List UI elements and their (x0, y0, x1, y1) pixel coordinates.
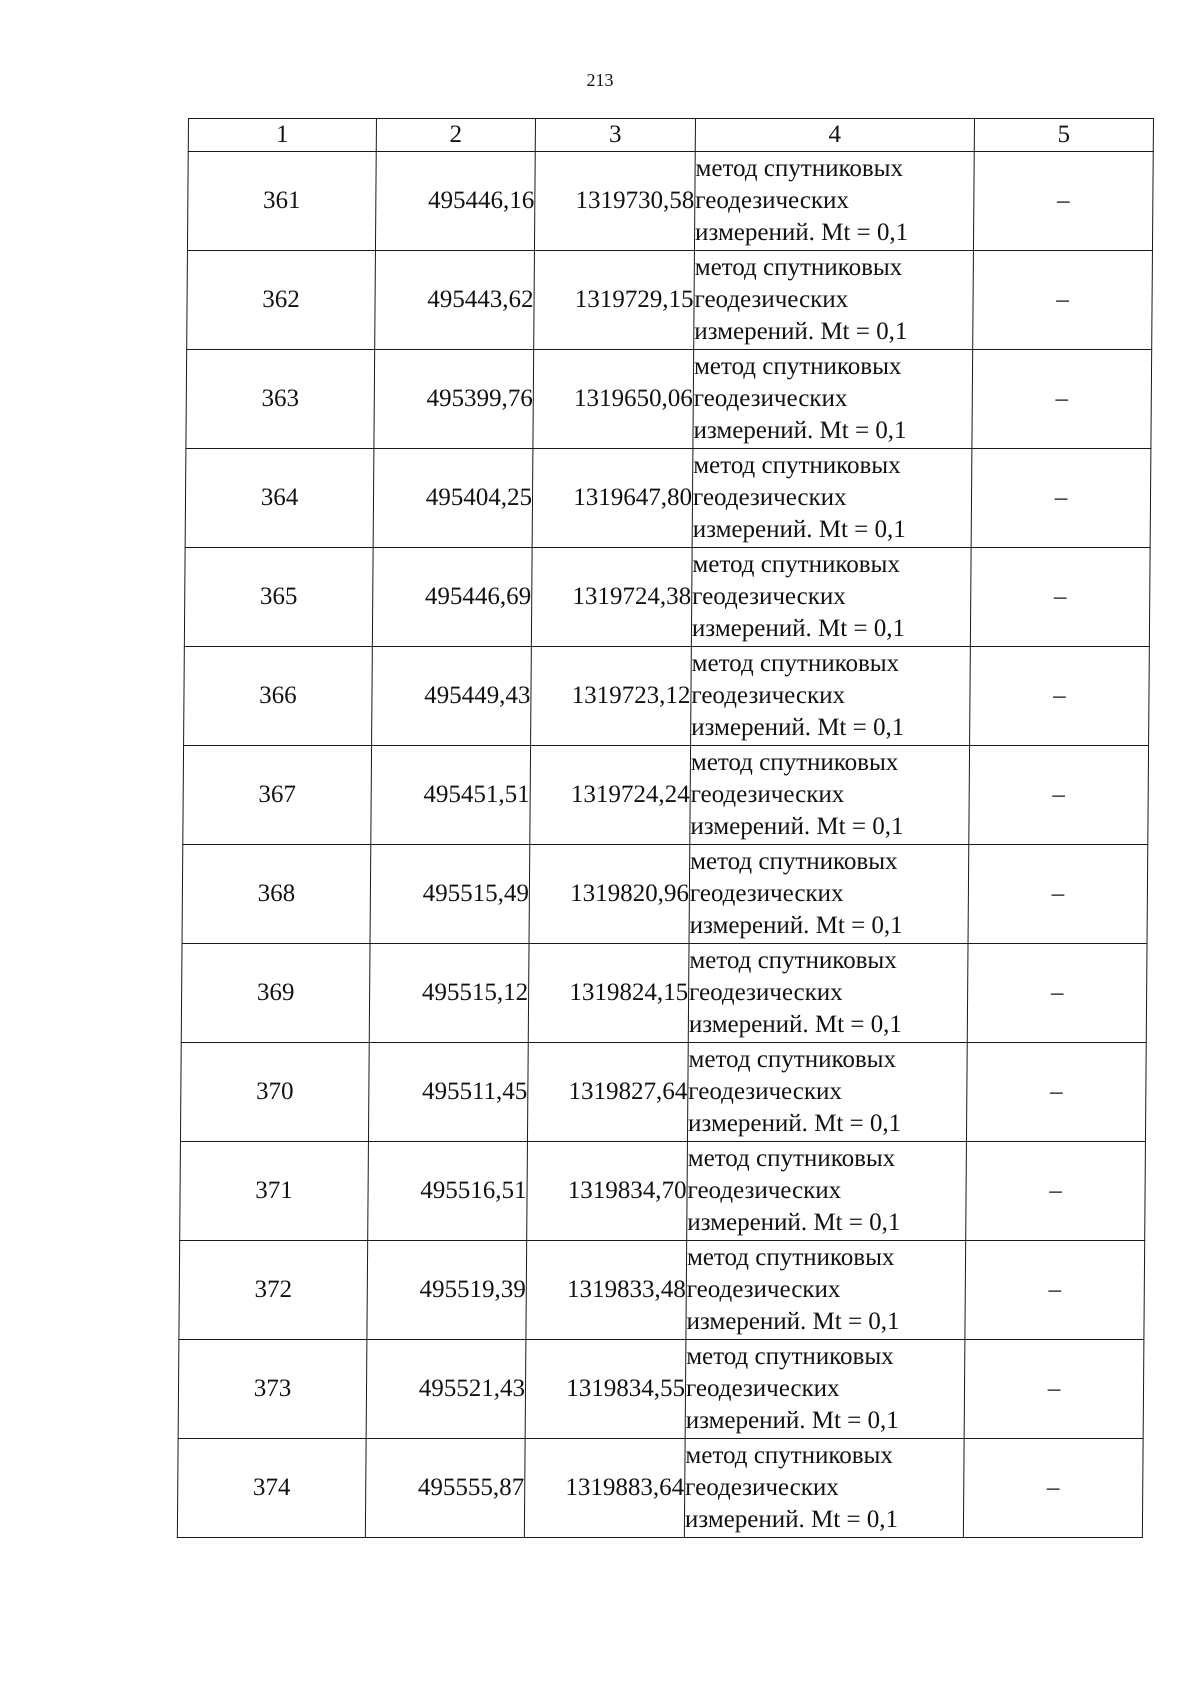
method-text-line: геодезических (689, 880, 844, 907)
method-text-line: геодезических (694, 286, 849, 313)
method-cell (688, 944, 968, 1043)
page-number: 213 (586, 70, 614, 90)
method-text-line: геодезических (692, 484, 847, 511)
point-number-cell: 374 (177, 1439, 366, 1538)
method-text-line: измерений. Mt = 0,1 (689, 912, 903, 939)
table-row (180, 1043, 1146, 1142)
method-text-line: метод спутниковых (692, 551, 901, 578)
method-text-line: измерений. Mt = 0,1 (688, 1011, 903, 1038)
method-text-line: метод спутниковых (686, 1343, 894, 1370)
y-coordinate-cell: 1319824,15 (528, 944, 689, 1043)
x-coordinate-cell: 495404,25 (373, 449, 533, 548)
table-header-row (188, 119, 1153, 152)
table-row (178, 1340, 1144, 1439)
table-row (183, 746, 1149, 845)
y-coordinate-cell: 1319730,58 (534, 152, 695, 251)
point-number-cell: 369 (181, 944, 370, 1043)
table-row (180, 1142, 1146, 1241)
y-coordinate-cell: 1319820,96 (529, 845, 690, 944)
note-cell: – (966, 1043, 1146, 1142)
method-cell (689, 845, 969, 944)
note-cell: – (970, 548, 1150, 647)
table-row (184, 647, 1150, 746)
method-cell (693, 350, 973, 449)
method-text-line: измерений. Mt = 0,1 (694, 219, 909, 246)
point-number-cell: 367 (183, 746, 372, 845)
method-text-line: измерений. Mt = 0,1 (687, 1209, 901, 1236)
y-coordinate-cell: 1319834,55 (525, 1340, 686, 1439)
method-text-line: геодезических (695, 187, 850, 214)
method-cell (691, 647, 971, 746)
y-coordinate-cell: 1319724,24 (530, 746, 691, 845)
note-cell: – (973, 152, 1153, 251)
point-number-cell: 361 (187, 152, 376, 251)
point-number-cell: 373 (178, 1340, 367, 1439)
y-coordinate-cell: 1319883,64 (524, 1439, 685, 1538)
x-coordinate-cell: 495443,62 (375, 251, 535, 350)
method-text-line: измерений. Mt = 0,1 (684, 1506, 899, 1533)
column-header-4: 4 (695, 119, 974, 152)
method-text-line: измерений. Mt = 0,1 (694, 318, 908, 345)
point-number-cell: 368 (182, 845, 371, 944)
y-coordinate-cell: 1319723,12 (531, 647, 692, 746)
point-number-cell: 362 (187, 251, 376, 350)
method-text-line: измерений. Mt = 0,1 (691, 615, 906, 642)
method-text-line: измерений. Mt = 0,1 (685, 1407, 899, 1434)
x-coordinate-cell: 495519,39 (367, 1241, 527, 1340)
x-coordinate-cell: 495446,69 (372, 548, 532, 647)
x-coordinate-cell: 495511,45 (368, 1043, 528, 1142)
method-text-line: геодезических (689, 979, 843, 1006)
method-text-line: измерений. Mt = 0,1 (687, 1110, 902, 1137)
method-text-line: геодезических (686, 1276, 841, 1303)
note-cell: – (971, 449, 1151, 548)
note-cell: – (966, 1142, 1146, 1241)
x-coordinate-cell: 495515,12 (369, 944, 529, 1043)
method-text-line: геодезических (692, 583, 846, 610)
x-coordinate-cell: 495399,76 (374, 350, 534, 449)
table-row (179, 1241, 1145, 1340)
table-row (186, 350, 1152, 449)
table-row (187, 251, 1153, 350)
method-text-line: метод спутниковых (689, 947, 897, 974)
column-header-5: 5 (974, 119, 1153, 152)
note-cell: – (968, 845, 1148, 944)
method-text-line: измерений. Mt = 0,1 (692, 516, 906, 543)
method-cell (694, 152, 974, 251)
y-coordinate-cell: 1319647,80 (532, 449, 693, 548)
method-text-line: метод спутниковых (690, 848, 898, 875)
note-cell: – (972, 350, 1152, 449)
point-number-cell: 365 (184, 548, 373, 647)
method-text-line: геодезических (690, 781, 845, 808)
method-text-line: измерений. Mt = 0,1 (693, 417, 907, 444)
method-text-line: метод спутниковых (691, 650, 900, 677)
method-text-line: геодезических (685, 1375, 840, 1402)
method-text-line: измерений. Mt = 0,1 (686, 1308, 900, 1335)
method-text-line: измерений. Mt = 0,1 (691, 714, 905, 741)
note-cell: – (969, 746, 1149, 845)
method-cell (692, 449, 972, 548)
note-cell: – (967, 944, 1147, 1043)
method-cell (685, 1340, 965, 1439)
x-coordinate-cell: 495515,49 (370, 845, 530, 944)
column-header-1: 1 (188, 119, 376, 152)
table-row (187, 152, 1153, 251)
column-header-3: 3 (535, 119, 695, 152)
method-text-line: метод спутниковых (693, 452, 901, 479)
table-row (185, 449, 1151, 548)
point-number-cell: 363 (186, 350, 375, 449)
point-number-cell: 366 (184, 647, 373, 746)
note-cell: – (970, 647, 1150, 746)
table-body (177, 152, 1153, 1538)
y-coordinate-cell: 1319724,38 (531, 548, 692, 647)
x-coordinate-cell: 495555,87 (365, 1439, 525, 1538)
method-cell (687, 1043, 967, 1142)
y-coordinate-cell: 1319833,48 (526, 1241, 687, 1340)
method-cell (684, 1439, 964, 1538)
method-cell (690, 746, 970, 845)
method-cell (694, 251, 974, 350)
method-text-line: метод спутниковых (687, 1145, 896, 1172)
method-text-line: геодезических (685, 1474, 839, 1501)
method-cell (687, 1142, 967, 1241)
method-text-line: метод спутниковых (693, 353, 902, 380)
method-cell (686, 1241, 966, 1340)
x-coordinate-cell: 495451,51 (371, 746, 531, 845)
method-text-line: геодезических (687, 1177, 842, 1204)
column-header-2: 2 (376, 119, 535, 152)
method-text-line: геодезических (688, 1078, 843, 1105)
x-coordinate-cell: 495449,43 (372, 647, 532, 746)
method-text-line: геодезических (691, 682, 846, 709)
method-text-line: метод спутниковых (685, 1442, 894, 1469)
y-coordinate-cell: 1319834,70 (527, 1142, 688, 1241)
method-cell (691, 548, 971, 647)
y-coordinate-cell: 1319650,06 (533, 350, 694, 449)
coordinates-table (177, 118, 1154, 1538)
x-coordinate-cell: 495446,16 (375, 152, 535, 251)
note-cell: – (964, 1340, 1144, 1439)
table-row (181, 944, 1147, 1043)
point-number-cell: 364 (185, 449, 374, 548)
point-number-cell: 371 (180, 1142, 369, 1241)
x-coordinate-cell: 495521,43 (366, 1340, 526, 1439)
note-cell: – (963, 1439, 1143, 1538)
point-number-cell: 372 (179, 1241, 368, 1340)
table-row (182, 845, 1148, 944)
method-text-line: геодезических (693, 385, 848, 412)
x-coordinate-cell: 495516,51 (368, 1142, 528, 1241)
method-text-line: метод спутниковых (694, 254, 903, 281)
method-text-line: метод спутниковых (686, 1244, 895, 1271)
method-text-line: метод спутниковых (695, 155, 904, 182)
table-row (184, 548, 1150, 647)
method-text-line: метод спутниковых (688, 1046, 897, 1073)
y-coordinate-cell: 1319827,64 (527, 1043, 688, 1142)
method-text-line: измерений. Mt = 0,1 (690, 813, 904, 840)
note-cell: – (973, 251, 1153, 350)
method-text-line: метод спутниковых (690, 749, 899, 776)
y-coordinate-cell: 1319729,15 (534, 251, 695, 350)
table-row (177, 1439, 1143, 1538)
point-number-cell: 370 (180, 1043, 369, 1142)
note-cell: – (965, 1241, 1145, 1340)
